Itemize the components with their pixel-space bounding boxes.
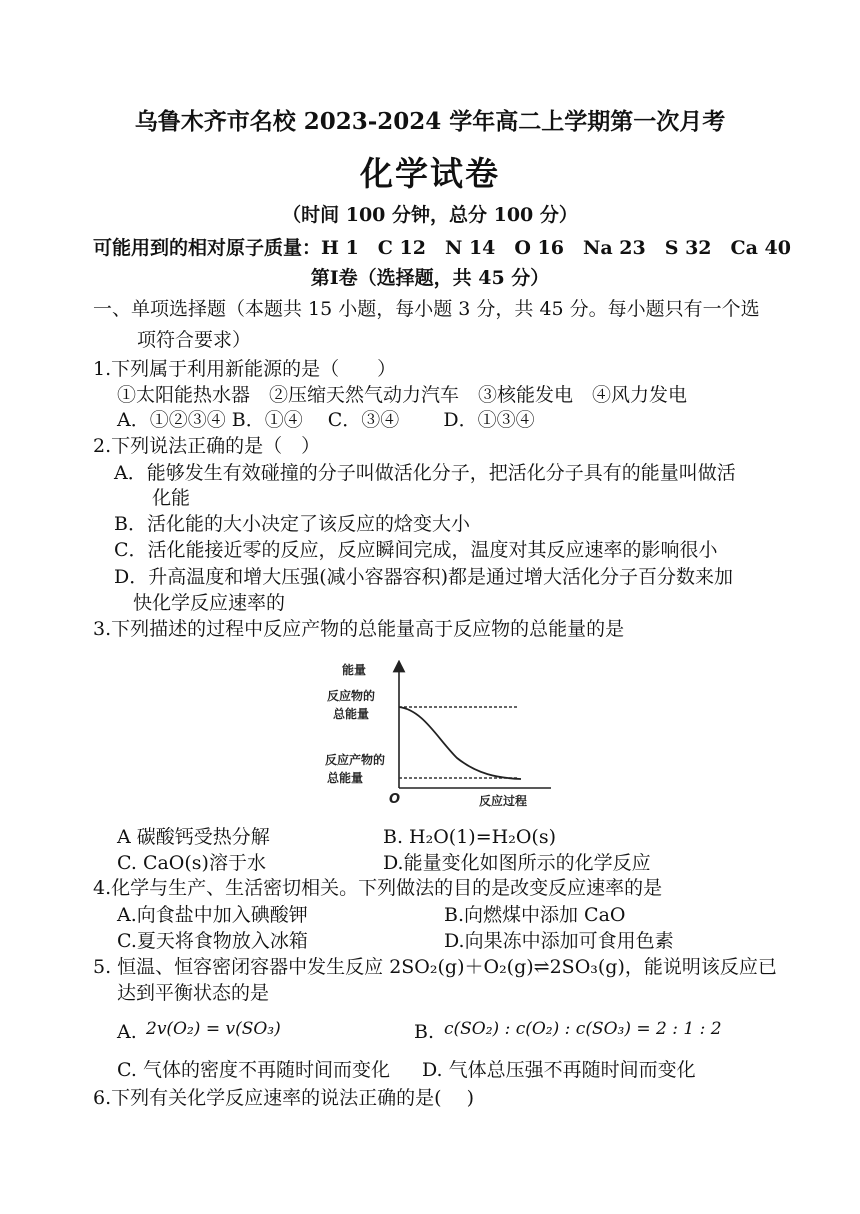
q4-option-c: C.夏天将食物放入冰箱: [117, 930, 308, 952]
q2-option-b: B．活化能的大小决定了该反应的焓变大小: [114, 513, 470, 535]
q5-stem: 5. 恒温、恒容密闭容器中发生反应 2SO₂(g)＋O₂(g)⇌2SO₃(g)，能说明该反应已: [93, 956, 777, 978]
q2-option-a-cont: 化能: [152, 487, 191, 509]
q5-option-c: C. 气体的密度不再随时间而变化: [117, 1059, 390, 1081]
q3-option-c: C. CaO(s)溶于水: [117, 852, 266, 874]
q4-stem: 4.化学与生产、生活密切相关。下列做法的目的是改变反应速率的是: [93, 877, 663, 899]
energy-diagram: [325, 660, 555, 815]
q3-option-d: D.能量变化如图所示的化学反应: [383, 852, 651, 874]
reactant-label-2: 总能量: [333, 707, 370, 721]
q4-option-d: D.向果冻中添加可食用色素: [444, 930, 674, 952]
q6-stem: 6.下列有关化学反应速率的说法正确的是( ): [93, 1087, 474, 1109]
q5-stem-cont: 达到平衡状态的是: [117, 982, 270, 1004]
q2-option-c: C．活化能接近零的反应，反应瞬间完成，温度对其反应速率的影响很小: [114, 539, 718, 561]
atomic-mass-line: 可能用到的相对原子质量：H 1 C 12 N 14 O 16 Na 23 S 32 Ca 40: [93, 237, 791, 259]
reactant-label: 反应物的: [327, 689, 376, 703]
q4-option-a: A.向食盐中加入碘酸钾: [117, 904, 308, 926]
q2-option-d: D．升高温度和增大压强(减小容器容积)都是通过增大活化分子百分数来加: [114, 566, 734, 588]
y-axis-label: 能量: [342, 663, 367, 677]
energy-curve: [399, 707, 521, 779]
q4-option-b: B.向燃煤中添加 CaO: [444, 904, 626, 926]
section-heading-cont: 项符合要求）: [137, 329, 252, 351]
time-info: （时间 100 分钟，总分 100 分）: [282, 204, 578, 226]
q2-stem: 2.下列说法正确的是（ ）: [93, 435, 321, 457]
q1-options: A．①②③④ B．①④ C．③④ D．①③④: [117, 409, 535, 431]
subject-title: 化学试卷: [360, 154, 500, 193]
q5-option-b-formula: c(SO₂) : c(O₂) : c(SO₃) = 2 : 1 : 2: [444, 1019, 722, 1039]
q3-option-a: A 碳酸钙受热分解: [117, 826, 270, 848]
volume-title: 第Ⅰ卷（选择题，共 45 分）: [310, 267, 550, 289]
product-label: 反应产物的: [325, 753, 386, 767]
q2-option-d-cont: 快化学反应速率的: [133, 592, 286, 614]
q3-option-b: B. H₂O(1)=H₂O(s): [383, 826, 556, 848]
section-heading: 一、单项选择题（本题共 15 小题，每小题 3 分，共 45 分。每小题只有一个选: [93, 298, 760, 320]
q5-option-d: D. 气体总压强不再随时间而变化: [422, 1059, 696, 1081]
q1-stem: 1.下列属于利用新能源的是（ ）: [93, 358, 397, 380]
q5-option-b-label: B.: [414, 1021, 435, 1043]
x-axis-label: 反应过程: [479, 794, 528, 808]
q5-option-a-label: A.: [117, 1021, 137, 1043]
q3-stem: 3.下列描述的过程中反应产物的总能量高于反应物的总能量的是: [93, 618, 625, 640]
q5-option-a-formula: 2v(O₂) = v(SO₃): [146, 1019, 281, 1039]
q1-items: ①太阳能热水器 ②压缩天然气动力汽车 ③核能发电 ④风力发电: [117, 384, 688, 406]
q2-option-a: A．能够发生有效碰撞的分子叫做活化分子，把活化分子具有的能量叫做活: [114, 462, 736, 484]
product-label-2: 总能量: [327, 771, 364, 785]
exam-title: 乌鲁木齐市名校 2023-2024 学年高二上学期第一次月考: [134, 108, 726, 135]
origin-label: O: [389, 792, 401, 807]
